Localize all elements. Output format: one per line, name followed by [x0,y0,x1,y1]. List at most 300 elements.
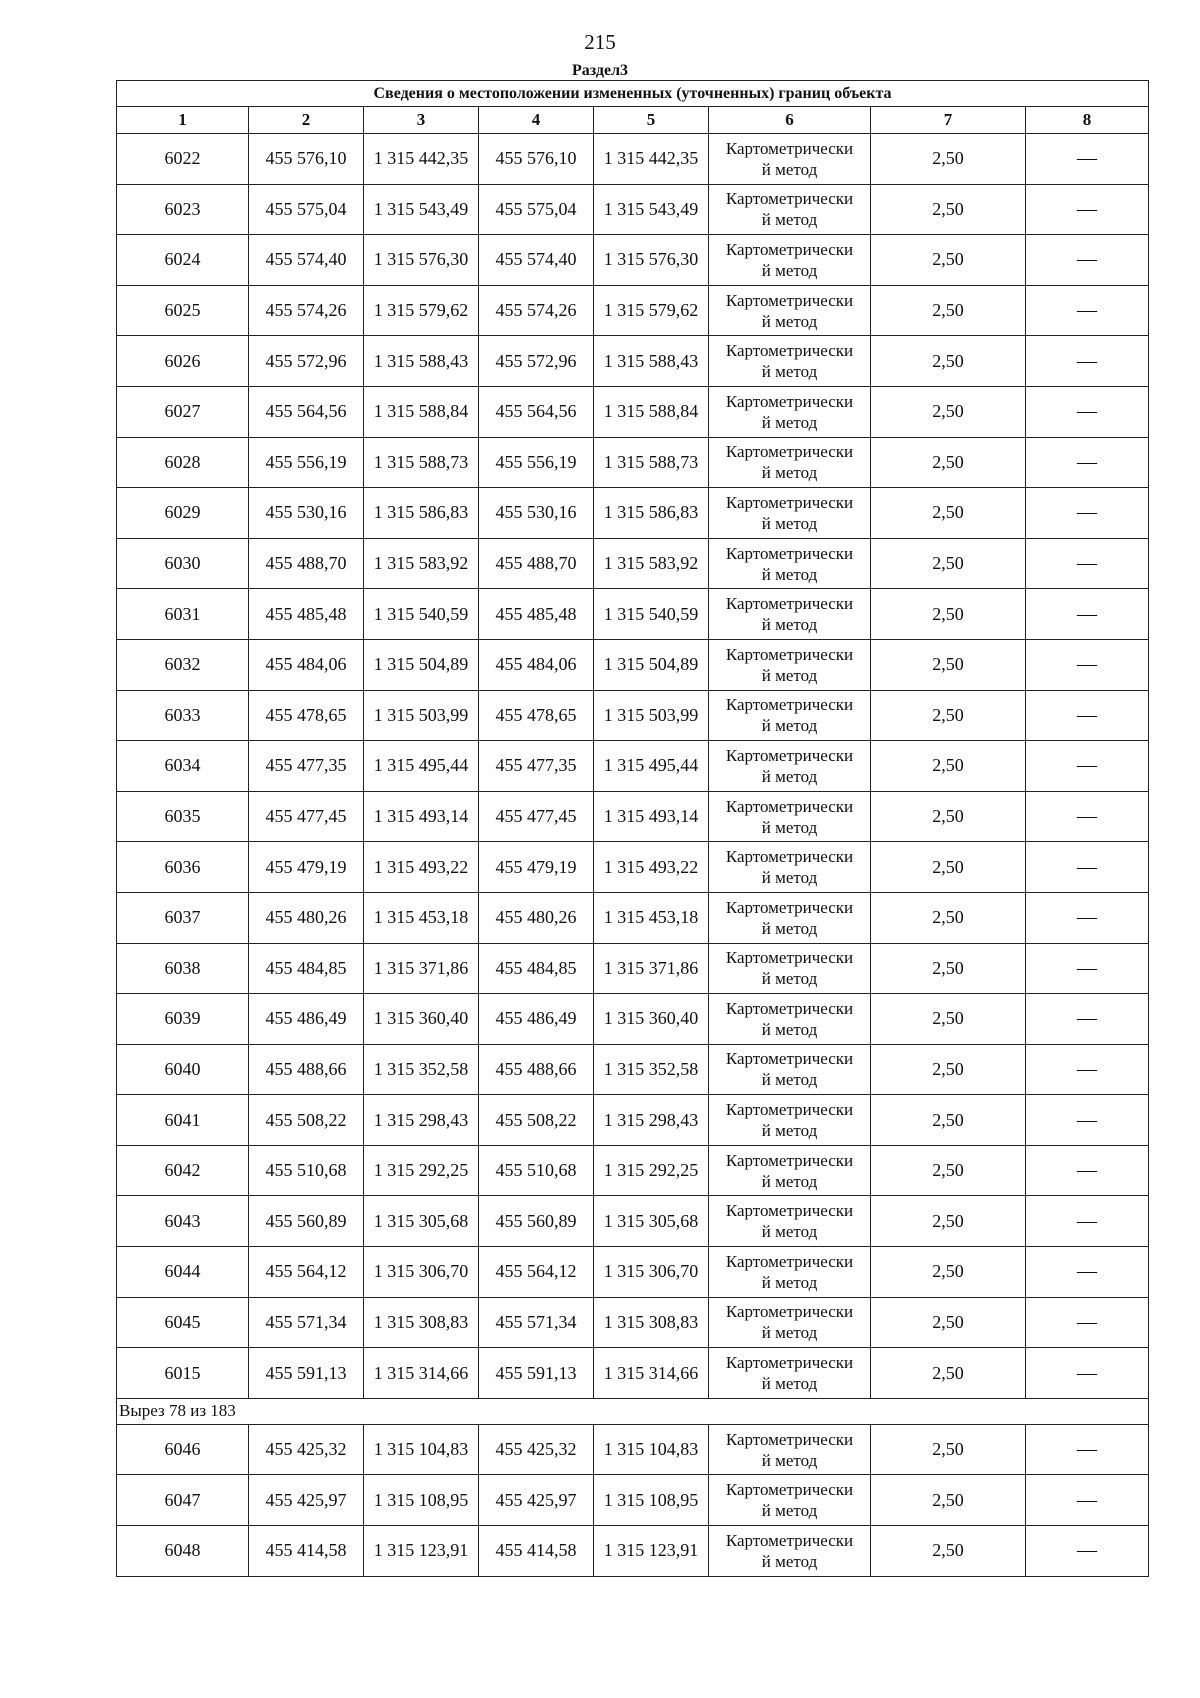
table-row [117,791,1149,842]
y-old-cell: 1 315 305,68 [364,1196,479,1247]
y-old-cell: 1 315 586,83 [364,488,479,539]
column-number: 5 [594,107,709,134]
point-number-cell: 6015 [117,1348,249,1399]
y-old-cell: 1 315 308,83 [364,1297,479,1348]
method-cell [709,943,871,994]
method-text-line2: й метод [761,463,818,483]
method-text-line1: Картометрически [725,1302,854,1322]
precision-cell: 2,50 [871,235,1026,286]
method-cell [709,892,871,943]
table-row [117,488,1149,539]
y-old-cell: 1 315 493,14 [364,791,479,842]
dash-cell: — [1026,1297,1149,1348]
method-text-line2: й метод [761,362,818,382]
method-text-line2: й метод [761,665,818,685]
method-text-line2: й метод [761,412,818,432]
y-old-cell: 1 315 543,49 [364,184,479,235]
precision-cell: 2,50 [871,1297,1026,1348]
method-text-line2: й метод [761,159,818,179]
method-text-line1: Картометрически [725,391,854,411]
dash-cell: — [1026,1044,1149,1095]
point-number-cell: 6036 [117,842,249,893]
method-cell [709,285,871,336]
method-text-line1: Картометрически [725,594,854,614]
y-new-cell: 1 315 442,35 [594,134,709,185]
point-number-cell: 6028 [117,437,249,488]
precision-cell: 2,50 [871,437,1026,488]
table-row [117,184,1149,235]
table-row [117,538,1149,589]
x-new-cell: 455 484,06 [479,639,594,690]
y-new-cell: 1 315 308,83 [594,1297,709,1348]
x-new-cell: 455 574,40 [479,235,594,286]
method-text-line2: й метод [761,513,818,533]
x-new-cell: 455 572,96 [479,336,594,387]
precision-cell: 2,50 [871,1145,1026,1196]
method-cell [709,1196,871,1247]
y-new-cell: 1 315 360,40 [594,994,709,1045]
y-new-cell: 1 315 104,83 [594,1424,709,1475]
x-new-cell: 455 488,70 [479,538,594,589]
table-row [117,1475,1149,1526]
method-text-line2: й метод [761,1272,818,1292]
y-old-cell: 1 315 504,89 [364,639,479,690]
method-text-line1: Картометрически [725,1049,854,1069]
method-text-line1: Картометрически [725,745,854,765]
x-new-cell: 455 480,26 [479,892,594,943]
y-old-cell: 1 315 583,92 [364,538,479,589]
point-number-cell: 6030 [117,538,249,589]
dash-cell: — [1026,488,1149,539]
method-cell [709,437,871,488]
x-new-cell: 455 479,19 [479,842,594,893]
x-old-cell: 455 488,66 [249,1044,364,1095]
y-old-cell: 1 315 453,18 [364,892,479,943]
x-old-cell: 455 480,26 [249,892,364,943]
dash-cell: — [1026,1196,1149,1247]
table-row [117,639,1149,690]
table-row [117,1297,1149,1348]
y-new-cell: 1 315 352,58 [594,1044,709,1095]
point-number-cell: 6037 [117,892,249,943]
precision-cell: 2,50 [871,1044,1026,1095]
y-new-cell: 1 315 314,66 [594,1348,709,1399]
y-old-cell: 1 315 495,44 [364,741,479,792]
x-new-cell: 455 477,35 [479,741,594,792]
method-cell [709,1424,871,1475]
x-new-cell: 455 414,58 [479,1526,594,1577]
method-text-line1: Картометрически [725,1100,854,1120]
y-old-cell: 1 315 360,40 [364,994,479,1045]
method-text-line2: й метод [761,260,818,280]
dash-cell: — [1026,1526,1149,1577]
y-new-cell: 1 315 579,62 [594,285,709,336]
precision-cell: 2,50 [871,994,1026,1045]
y-new-cell: 1 315 576,30 [594,235,709,286]
precision-cell: 2,50 [871,1348,1026,1399]
y-old-cell: 1 315 540,59 [364,589,479,640]
point-number-cell: 6038 [117,943,249,994]
point-number-cell: 6033 [117,690,249,741]
precision-cell: 2,50 [871,1196,1026,1247]
dash-cell: — [1026,1475,1149,1526]
point-number-cell: 6042 [117,1145,249,1196]
y-new-cell: 1 315 588,43 [594,336,709,387]
method-text-line2: й метод [761,1551,818,1571]
precision-cell: 2,50 [871,639,1026,690]
y-old-cell: 1 315 442,35 [364,134,479,185]
method-text-line2: й метод [761,1171,818,1191]
method-text-line1: Картометрически [725,138,854,158]
method-text-line1: Картометрически [725,948,854,968]
precision-cell: 2,50 [871,1475,1026,1526]
precision-cell: 2,50 [871,386,1026,437]
column-number: 1 [117,107,249,134]
y-new-cell: 1 315 504,89 [594,639,709,690]
dash-cell: — [1026,386,1149,437]
table-row [117,336,1149,387]
dash-cell: — [1026,134,1149,185]
dash-cell: — [1026,741,1149,792]
dash-cell: — [1026,690,1149,741]
method-text-line2: й метод [761,1450,818,1470]
x-old-cell: 455 510,68 [249,1145,364,1196]
method-cell [709,1247,871,1298]
method-text-line1: Картометрически [725,543,854,563]
method-text-line2: й метод [761,1222,818,1242]
column-number: 7 [871,107,1026,134]
column-number: 8 [1026,107,1149,134]
y-new-cell: 1 315 495,44 [594,741,709,792]
y-old-cell: 1 315 503,99 [364,690,479,741]
y-new-cell: 1 315 298,43 [594,1095,709,1146]
x-old-cell: 455 591,13 [249,1348,364,1399]
x-new-cell: 455 425,97 [479,1475,594,1526]
method-text-line1: Картометрически [725,1429,854,1449]
y-new-cell: 1 315 123,91 [594,1526,709,1577]
table-row [117,437,1149,488]
x-new-cell: 455 486,49 [479,994,594,1045]
table-row [117,741,1149,792]
x-old-cell: 455 484,85 [249,943,364,994]
method-cell [709,134,871,185]
table-row [117,1247,1149,1298]
x-new-cell: 455 477,45 [479,791,594,842]
x-new-cell: 455 564,12 [479,1247,594,1298]
point-number-cell: 6045 [117,1297,249,1348]
table-row [117,1526,1149,1577]
dash-cell: — [1026,336,1149,387]
method-cell [709,1526,871,1577]
point-number-cell: 6025 [117,285,249,336]
method-text-line1: Картометрически [725,897,854,917]
method-text-line2: й метод [761,918,818,938]
y-new-cell: 1 315 543,49 [594,184,709,235]
separator-row [117,1398,1149,1424]
method-text-line1: Картометрически [725,1353,854,1373]
method-text-line2: й метод [761,1501,818,1521]
table-caption: Сведения о местоположении измененных (уточненных) границ объекта [117,81,1149,107]
method-text-line1: Картометрически [725,1480,854,1500]
method-cell [709,538,871,589]
method-cell [709,741,871,792]
method-cell [709,589,871,640]
point-number-cell: 6023 [117,184,249,235]
method-text-line2: й метод [761,210,818,230]
y-new-cell: 1 315 453,18 [594,892,709,943]
method-cell [709,1145,871,1196]
column-number: 6 [709,107,871,134]
y-old-cell: 1 315 314,66 [364,1348,479,1399]
precision-cell: 2,50 [871,134,1026,185]
table-row [117,134,1149,185]
method-cell [709,1348,871,1399]
point-number-cell: 6043 [117,1196,249,1247]
method-text-line2: й метод [761,1374,818,1394]
point-number-cell: 6039 [117,994,249,1045]
dash-cell: — [1026,589,1149,640]
x-new-cell: 455 530,16 [479,488,594,539]
x-old-cell: 455 484,06 [249,639,364,690]
x-old-cell: 455 425,97 [249,1475,364,1526]
column-number: 4 [479,107,594,134]
x-old-cell: 455 478,65 [249,690,364,741]
x-old-cell: 455 477,35 [249,741,364,792]
x-old-cell: 455 576,10 [249,134,364,185]
point-number-cell: 6024 [117,235,249,286]
dash-cell: — [1026,842,1149,893]
table-row [117,235,1149,286]
dash-cell: — [1026,943,1149,994]
method-text-line1: Картометрически [725,492,854,512]
y-old-cell: 1 315 108,95 [364,1475,479,1526]
method-text-line1: Картометрически [725,998,854,1018]
x-new-cell: 455 574,26 [479,285,594,336]
table-row [117,285,1149,336]
x-new-cell: 455 508,22 [479,1095,594,1146]
method-text-line1: Картометрически [725,644,854,664]
precision-cell: 2,50 [871,336,1026,387]
table-row [117,386,1149,437]
table-row [117,589,1149,640]
method-text-line2: й метод [761,564,818,584]
x-old-cell: 455 572,96 [249,336,364,387]
x-old-cell: 455 571,34 [249,1297,364,1348]
table-row [117,690,1149,741]
dash-cell: — [1026,184,1149,235]
table-row [117,1095,1149,1146]
method-cell [709,1044,871,1095]
x-old-cell: 455 486,49 [249,994,364,1045]
y-new-cell: 1 315 493,22 [594,842,709,893]
method-cell [709,690,871,741]
precision-cell: 2,50 [871,1526,1026,1577]
point-number-cell: 6031 [117,589,249,640]
method-text-line1: Картометрически [725,796,854,816]
x-old-cell: 455 574,40 [249,235,364,286]
table-row [117,1424,1149,1475]
x-old-cell: 455 575,04 [249,184,364,235]
method-cell [709,235,871,286]
table-row [117,842,1149,893]
y-old-cell: 1 315 576,30 [364,235,479,286]
x-new-cell: 455 591,13 [479,1348,594,1399]
x-new-cell: 455 571,34 [479,1297,594,1348]
x-old-cell: 455 425,32 [249,1424,364,1475]
point-number-cell: 6047 [117,1475,249,1526]
x-old-cell: 455 477,45 [249,791,364,842]
precision-cell: 2,50 [871,488,1026,539]
y-old-cell: 1 315 588,43 [364,336,479,387]
y-new-cell: 1 315 588,73 [594,437,709,488]
y-old-cell: 1 315 352,58 [364,1044,479,1095]
method-text-line2: й метод [761,817,818,837]
table-row [117,943,1149,994]
y-new-cell: 1 315 306,70 [594,1247,709,1298]
column-number-row [117,107,1149,134]
precision-cell: 2,50 [871,538,1026,589]
y-old-cell: 1 315 493,22 [364,842,479,893]
method-text-line1: Картометрически [725,1201,854,1221]
precision-cell: 2,50 [871,285,1026,336]
point-number-cell: 6034 [117,741,249,792]
precision-cell: 2,50 [871,943,1026,994]
x-new-cell: 455 484,85 [479,943,594,994]
y-new-cell: 1 315 292,25 [594,1145,709,1196]
x-old-cell: 455 479,19 [249,842,364,893]
precision-cell: 2,50 [871,184,1026,235]
precision-cell: 2,50 [871,741,1026,792]
method-text-line1: Картометрически [725,290,854,310]
method-cell [709,488,871,539]
point-number-cell: 6029 [117,488,249,539]
precision-cell: 2,50 [871,791,1026,842]
method-cell [709,1475,871,1526]
method-text-line1: Картометрически [725,1530,854,1550]
point-number-cell: 6027 [117,386,249,437]
y-old-cell: 1 315 292,25 [364,1145,479,1196]
method-text-line2: й метод [761,969,818,989]
page-number: 215 [584,30,616,54]
table-row [117,1196,1149,1247]
column-number: 3 [364,107,479,134]
point-number-cell: 6022 [117,134,249,185]
dash-cell: — [1026,892,1149,943]
method-text-line1: Картометрически [725,189,854,209]
method-text-line2: й метод [761,1070,818,1090]
table-row [117,892,1149,943]
y-old-cell: 1 315 298,43 [364,1095,479,1146]
method-text-line2: й метод [761,716,818,736]
x-new-cell: 455 425,32 [479,1424,594,1475]
precision-cell: 2,50 [871,892,1026,943]
method-cell [709,842,871,893]
point-number-cell: 6048 [117,1526,249,1577]
x-new-cell: 455 575,04 [479,184,594,235]
point-number-cell: 6035 [117,791,249,842]
method-text-line1: Картометрически [725,239,854,259]
precision-cell: 2,50 [871,690,1026,741]
dash-cell: — [1026,1424,1149,1475]
y-old-cell: 1 315 579,62 [364,285,479,336]
point-number-cell: 6032 [117,639,249,690]
y-new-cell: 1 315 371,86 [594,943,709,994]
y-new-cell: 1 315 305,68 [594,1196,709,1247]
method-text-line2: й метод [761,1019,818,1039]
y-old-cell: 1 315 104,83 [364,1424,479,1475]
y-new-cell: 1 315 108,95 [594,1475,709,1526]
precision-cell: 2,50 [871,1424,1026,1475]
x-old-cell: 455 530,16 [249,488,364,539]
y-new-cell: 1 315 540,59 [594,589,709,640]
dash-cell: — [1026,994,1149,1045]
table-row [117,1348,1149,1399]
method-text-line2: й метод [761,1323,818,1343]
method-cell [709,336,871,387]
method-text-line1: Картометрически [725,1251,854,1271]
x-new-cell: 455 556,19 [479,437,594,488]
x-old-cell: 455 556,19 [249,437,364,488]
table-row [117,1044,1149,1095]
method-text-line2: й метод [761,766,818,786]
x-old-cell: 455 574,26 [249,285,364,336]
point-number-cell: 6046 [117,1424,249,1475]
method-cell [709,994,871,1045]
method-cell [709,639,871,690]
method-text-line1: Картометрически [725,442,854,462]
method-text-line1: Картометрически [725,341,854,361]
table-row [117,1145,1149,1196]
x-new-cell: 455 488,66 [479,1044,594,1095]
y-new-cell: 1 315 588,84 [594,386,709,437]
method-cell [709,791,871,842]
method-cell [709,386,871,437]
y-new-cell: 1 315 503,99 [594,690,709,741]
y-new-cell: 1 315 583,92 [594,538,709,589]
dash-cell: — [1026,538,1149,589]
x-new-cell: 455 576,10 [479,134,594,185]
y-new-cell: 1 315 586,83 [594,488,709,539]
method-text-line2: й метод [761,311,818,331]
method-text-line1: Картометрически [725,695,854,715]
method-text-line2: й метод [761,868,818,888]
point-number-cell: 6041 [117,1095,249,1146]
y-old-cell: 1 315 123,91 [364,1526,479,1577]
precision-cell: 2,50 [871,589,1026,640]
x-old-cell: 455 560,89 [249,1196,364,1247]
y-new-cell: 1 315 493,14 [594,791,709,842]
x-new-cell: 455 564,56 [479,386,594,437]
precision-cell: 2,50 [871,1247,1026,1298]
x-old-cell: 455 564,56 [249,386,364,437]
y-old-cell: 1 315 371,86 [364,943,479,994]
x-old-cell: 455 414,58 [249,1526,364,1577]
x-old-cell: 455 508,22 [249,1095,364,1146]
method-text-line1: Картометрически [725,847,854,867]
x-new-cell: 455 478,65 [479,690,594,741]
section-title: Раздел3 [571,62,629,79]
point-number-cell: 6026 [117,336,249,387]
dash-cell: — [1026,1348,1149,1399]
table-row [117,994,1149,1045]
dash-cell: — [1026,1095,1149,1146]
method-text-line1: Картометрически [725,1150,854,1170]
x-old-cell: 455 488,70 [249,538,364,589]
dash-cell: — [1026,791,1149,842]
x-new-cell: 455 485,48 [479,589,594,640]
column-number: 2 [249,107,364,134]
x-new-cell: 455 510,68 [479,1145,594,1196]
